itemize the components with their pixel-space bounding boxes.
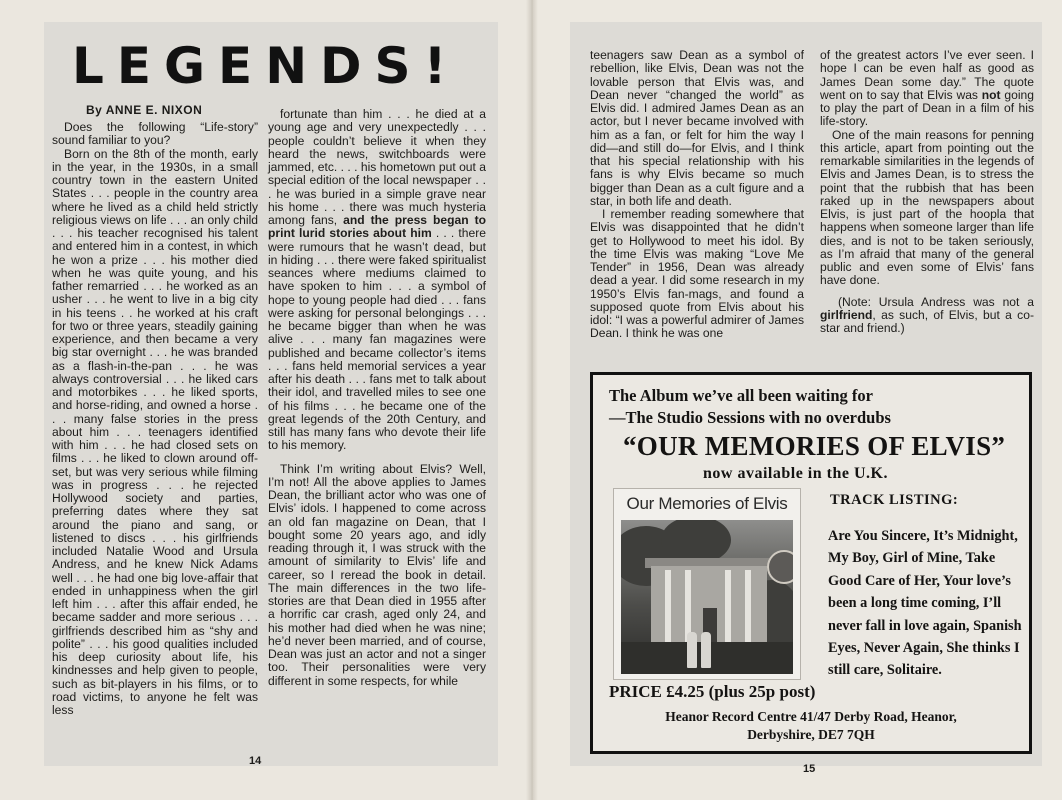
paragraph: Born on the 8th of the month, early in the year, in the 1930s, in a small country town in the eastern United States . . . people in the country area where he lived as a child held strictly religious views on life . . . an only child . . . his teacher recognised his talent and entered him in a contest, in which he won a prize . . . his mother died when he was quite young, and his father remarried . . . he worked as an usher . . . he went to live in a big city in his teens . . he worked at his craft for two or three years, steadily gaining experience, and then became a very big star overnight . . . he was branded as a flash-in-the-pan . . . he was always controversial . . . he liked cars and motorbikes . . . he liked sports, and horse-riding, and owned a horse . . . many false stories in the press about him . . . teenagers identified with him . . . he had closed sets on films . . . he liked to clown around off-set, but was very serious while filming was in progress . . . he rejected Hollywood society and parties, preferring dates where they sat around the piano and sang, or listened to discs . . . his girlfriends included Natalie Wood and Ursula Andress, and he knew Nick Adams well . . . he had one big love-affair that ended in unhappiness when the girl left him . . . after this affair ended, he became sadder and more serious . . . girlfriends described him as “shy and polite” . . . his good qualities included his deep curiosity about life, his kindnesses and help given to people, such as bit-players in his films, or to road victims, to anyone he felt was less	[52, 146, 258, 717]
person-figure	[687, 632, 697, 668]
portrait-medallion	[767, 550, 793, 584]
paragraph: teenagers saw Dean as a symbol of rebellion, like Elvis, Dean was not the lovable person that Elvis was, and Dean never “changed the world” as Elvis did. I admired James Dean as an actor, but I never became involved with him as a fan, or felt for him the way I did—and still do—for Elvis, and I think that his special relationship with his fans is why Elvis became so much bigger than Dean as a cult figure and a star, in both life and death.	[590, 48, 804, 208]
paragraph: Does the following “Life-story” sound familiar to you?	[52, 120, 258, 148]
ad-availability: now available in the U.K.	[703, 465, 888, 482]
right-column-2	[820, 49, 1034, 335]
paragraph: of the greatest actors I’ve ever seen. I hope I can be even half as good as James Dean some day.” The quote went on to say that Elvis was not going to play the part of Dean in a film of his life-story.	[820, 48, 1034, 129]
paragraph: One of the main reasons for penning this article, apart from pointing out the remarkable similarities in the legends of Elvis and James Dean, is to stress the point that the rubbish that has been raked up in the newspapers about Elvis, is just part of the hoopla that happens when someone larger than life dies, and is not to be taken seriously, as I’m afraid that many of the general public and even some of Elvis’ fans have done.	[820, 127, 1034, 288]
paragraph: Think I’m writing about Elvis? Well, I’m not! All the above applies to James Dean, the brilliant actor who was one of Elvis’ idols. I happened to come across an old fan magazine on Dean, that I bought some 20 years ago, and idly reading through it, I was struck with the amount of similarity to Elvis’ life and career, so I reread the book in detail. The main differences in the two life-stories are that Dean died in 1955 after a horrific car crash, aged only 24, and his mother had died when he was nine; he’d never been married, and of course, Dean was just an actor and not a singer too. Their personalities were very different in some respects, for while	[268, 461, 486, 688]
page-gutter	[526, 0, 538, 800]
bold-word: girlfriend	[820, 307, 873, 322]
paragraph: fortunate than him . . . he died at a young age and very unexpectedly . . . people couldn’t believe it when they heard the news, switchboards were jammed, etc. . . . his hometown put out a special edition of the local newspaper . . . he was buried in a simple grave near his home . . . there was much hysteria among fans, and the press began to print lurid stories about him . . . there were rumours that he wasn’t dead, but in hiding . . . there were faked spiritualist seances where mediums claimed to have spoken to him . . . a symbol of hope to young people had died . . . fans were asking for personal belongings . . . he became bigger than when he was alive . . . many fan magazines were published and became collector’s items . . . fans held memorial services a year after his death . . . fans met to talk about their idol, and travelled miles to see one of his films . . . he became one of the great legends of the 20th Century, and still has many fans who devote their life to his memory.	[268, 107, 486, 453]
ad-headline-2: —The Studio Sessions with no overdubs	[609, 408, 891, 427]
left-column-1	[52, 121, 258, 717]
track-listing: Are You Sincere, It’s Midnight, My Boy, Girl of Mine, Take Good Care of Her, Your love’s been a long time coming, I’ll never fall in love again, Spanish Eyes, Never Again, She thinks I still care, Solitaire.	[828, 528, 1022, 679]
person-figure	[701, 632, 711, 668]
article-title: LEGENDS!	[72, 37, 460, 95]
ad-address-line-2: Derbyshire, DE7 7QH	[747, 727, 875, 742]
page-number-right: 15	[803, 763, 816, 775]
ad-headline-1: The Album we’ve all been waiting for	[609, 386, 873, 405]
byline: By ANNE E. NIXON	[86, 103, 203, 117]
left-column-2	[268, 108, 486, 688]
page-number-left: 14	[249, 755, 262, 767]
ad-price: PRICE £4.25 (plus 25p post)	[609, 682, 816, 701]
album-cover-photo	[621, 520, 793, 674]
right-column-1	[590, 49, 804, 341]
paragraph: I remember reading somewhere that Elvis was disappointed that he didn’t get to Hollywood to meet his idol. By the time Elvis was making “Love Me Tender” in 1956, Dean was already dead a year. I did some research in my 1950’s Elvis fan-mags, and found a supposed quote from Elvis about his idol: “I was a powerful admirer of James Dean. I think he was one	[590, 207, 804, 341]
album-advertisement	[590, 372, 1032, 754]
track-listing-heading: TRACK LISTING:	[830, 492, 959, 508]
ad-address-line-1: Heanor Record Centre 41/47 Derby Road, Heanor,	[665, 709, 957, 724]
ad-album-title: “OUR MEMORIES OF ELVIS”	[623, 431, 1006, 461]
note-paragraph: (Note: Ursula Andress was not a girlfriend, as such, of Elvis, but a co-star and friend.)	[820, 294, 1034, 335]
album-cover-title: Our Memories of Elvis	[626, 494, 788, 513]
bold-phrase: and the press began to print lurid stories about him	[268, 213, 486, 241]
bold-word: not	[981, 87, 1001, 102]
album-cover	[613, 488, 801, 680]
